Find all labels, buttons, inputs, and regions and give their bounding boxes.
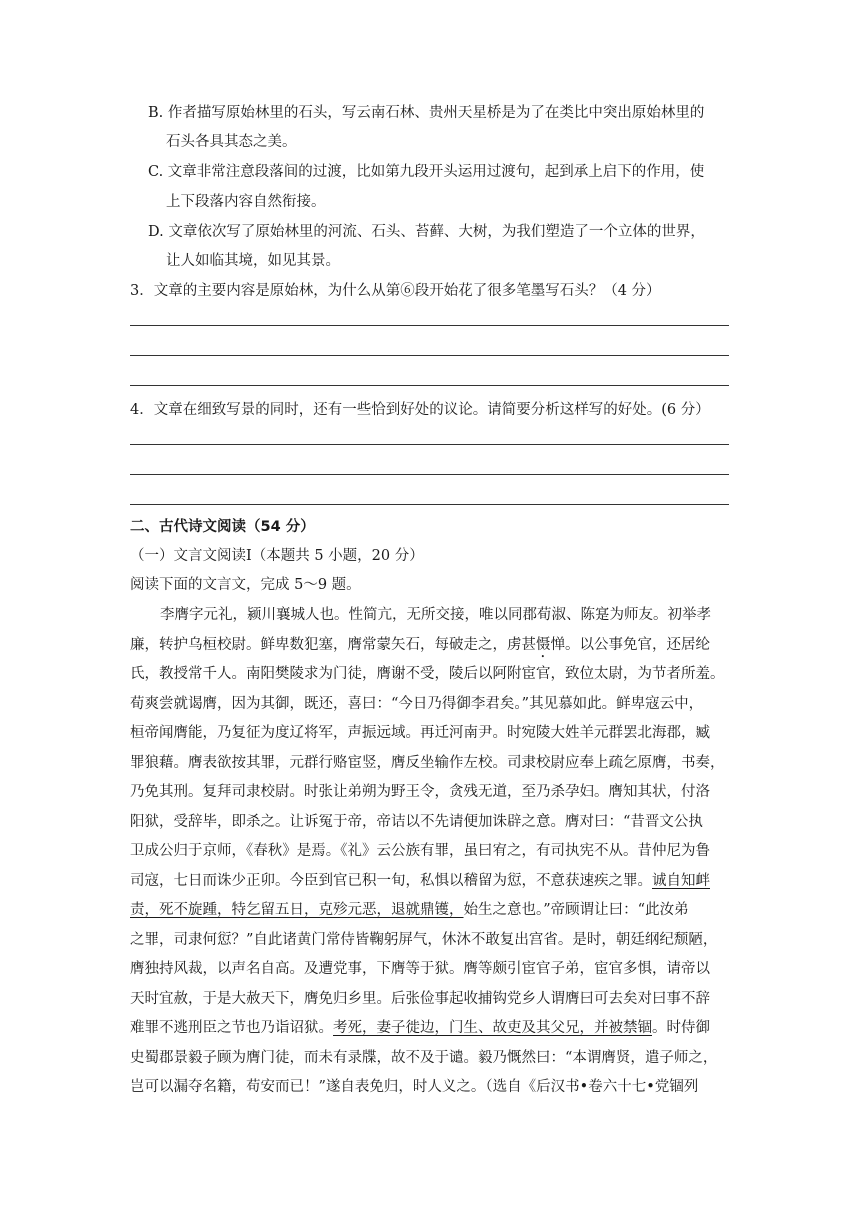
answer-line[interactable]: [130, 325, 729, 326]
passage-text: 始生之意也。”帝顾谓让曰：“此汝弟: [463, 902, 689, 918]
option-c-line-2: 上下段落内容自然衔接。: [166, 194, 326, 210]
passage-line: 史蜀郡景毅子顾为膺门徒，而未有录牒，故不及于谴。毅乃慨然曰：“本谓膺贤，遣子师之，: [130, 1050, 718, 1066]
answer-line[interactable]: [130, 355, 729, 356]
emphasized-character: 慑: [536, 637, 551, 653]
passage-line: 岂可以漏夺名籍，苟安而已！”遂自表免归，时人义之。（选自《后汉书•卷六十七•党锢列: [130, 1079, 699, 1095]
passage-line: 卫成公归于京师，《春秋》是焉。《礼》云公族有罪，虽曰宥之，有司执宪不从。昔仲尼为鲁: [130, 843, 710, 859]
instruction: 阅读下面的文言文，完成 5～9 题。: [130, 577, 361, 593]
passage-line: 乃免其刑。复拜司隶校尉。时张让弟朔为野王令，贪残无道，至乃杀孕妇。膺知其状，付洛: [130, 784, 710, 800]
section-title: 二、古代诗文阅读（54 分）: [130, 519, 315, 535]
passage-line: 天时宜赦，于是大赦天下，膺免归乡里。后张俭事起收捕钩党乡人谓膺曰可去矣对曰事不辞: [130, 991, 710, 1007]
passage-line: [130, 871, 710, 891]
passage-text: 廉，转护乌桓校尉。鲜卑数犯塞，膺常蒙矢石，每破走之，虏甚: [130, 637, 536, 653]
answer-line[interactable]: [130, 385, 729, 386]
passage-text: 难罪不逃刑臣之节也乃诣诏狱。: [130, 1020, 333, 1036]
passage-line: [130, 1018, 710, 1038]
passage-line: 膺独持风裁，以声名自高。及遭党事，下膺等于狱。膺等颇引宦官子弟，宦官多惧，请帝以: [130, 961, 710, 977]
option-b-line-2: 石头各具其态之美。: [166, 134, 297, 150]
passage-line: 李膺字元礼，颍川襄城人也。性简亢，无所交接，唯以同郡荀淑、陈寔为师友。初举孝: [160, 607, 711, 623]
passage-line: [130, 900, 689, 920]
passage-line: 氏，教授常千人。南阳樊陵求为门徒，膺谢不受，陵后以阿附宦官，致位太尉，为节者所羞。: [130, 666, 725, 682]
option-b-line-1: B. 作者描写原始林里的石头，写云南石林、贵州天星桥是为了在类比中突出原始林里的: [148, 105, 705, 121]
underlined-sentence: 责，死不旋踵，特乞留五日，克殄元恶，退就鼎镬，: [130, 902, 464, 918]
option-c-line-1: C. 文章非常注意段落间的过渡，比如第九段开头运用过渡句，起到承上启下的作用，使: [148, 164, 705, 180]
passage-text: 。时侍御: [652, 1020, 710, 1036]
underlined-sentence: 诚自知衅: [652, 873, 710, 889]
question-3: 3．文章的主要内容是原始林，为什么从第⑥段开始花了很多笔墨写石头？（4 分）: [130, 283, 661, 299]
question-4: 4．文章在细致写景的同时，还有一些恰到好处的议论。请简要分析这样写的好处。(6 分）: [130, 402, 710, 418]
passage-line: 桓帝闻膺能，乃复征为度辽将军，声振远域。再迁河南尹。时宛陵大姓羊元群罢北海郡，臧: [130, 725, 710, 741]
passage-line: [130, 635, 710, 661]
answer-line[interactable]: [130, 444, 729, 445]
underlined-sentence: 考死，妻子徙边，门生、故吏及其父兄，并被禁锢: [333, 1020, 652, 1036]
passage-line: 罪狼藉。膺表欲按其罪，元群行赂宦竖，膺反坐输作左校。司隶校尉应奉上疏乞原膺，书奏，: [130, 755, 725, 771]
passage-line: 之罪，司隶何愆？”自此诸黄门常侍皆鞠躬屏气，休沐不敢复出宫省。是时，朝廷纲纪颓陋，: [130, 932, 718, 948]
option-d-line-1: D. 文章依次写了原始林里的河流、石头、苔藓、大树，为我们塑造了一个立体的世界，: [148, 224, 705, 240]
subsection-title: （一）文言文阅读Ⅰ（本题共 5 小题，20 分）: [130, 548, 424, 564]
answer-line[interactable]: [130, 474, 729, 475]
option-d-line-2: 让人如临其境，如见其景。: [166, 253, 340, 269]
passage-line: 阳狱，受辞毕，即杀之。让诉冤于帝，帝诘以不先请便加诛辟之意。膺对曰：“昔晋文公执: [130, 814, 703, 830]
passage-text: 司寇，七日而诛少正卯。今臣到官已积一旬，私惧以稽留为愆，不意获速疾之罪。: [130, 873, 652, 889]
answer-line[interactable]: [130, 504, 729, 505]
passage-line: 荀爽尝就谒膺，因为其御，既还，喜曰：“今日乃得御李君矣。”其见慕如此。鲜卑寇云中，: [130, 696, 704, 712]
passage-text: 惮。以公事免官，还居纶: [550, 637, 710, 653]
